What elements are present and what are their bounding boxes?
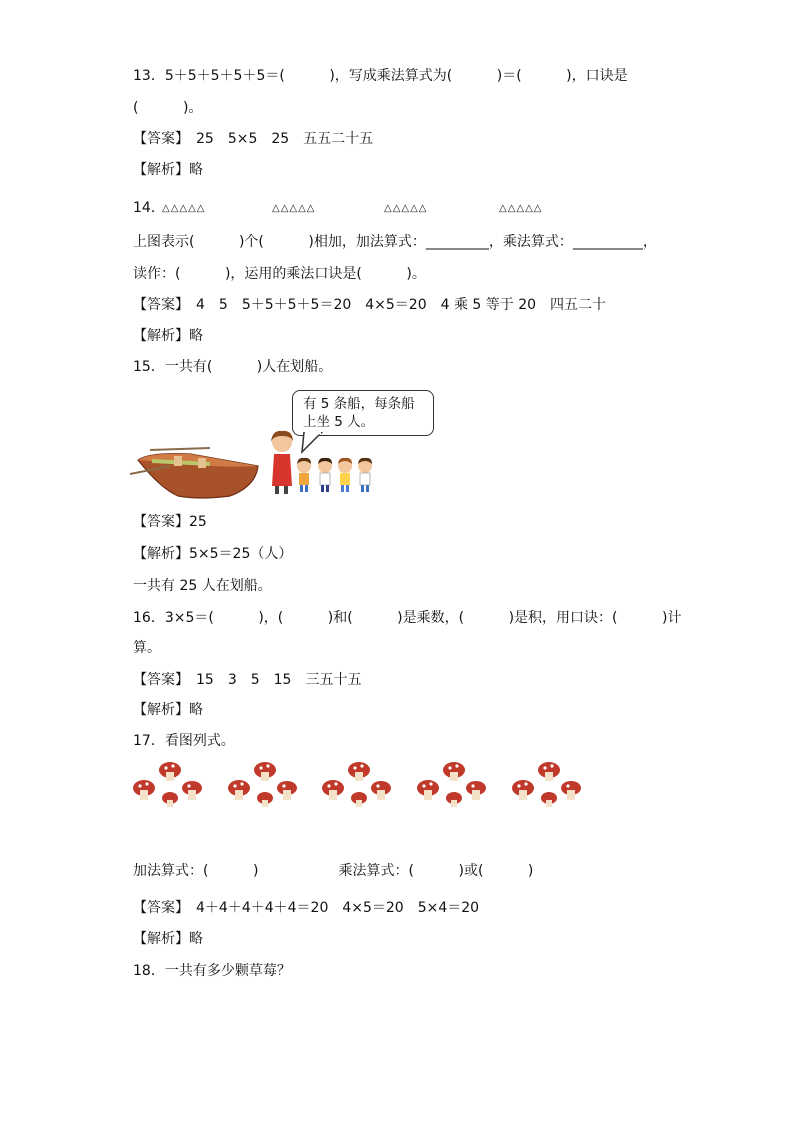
speech-bubble (292, 390, 434, 436)
rowboat-illustration (130, 438, 265, 503)
mushroom-icon (277, 781, 297, 800)
q16-answer: 【答案】 15 3 5 15 三五十五 (133, 672, 362, 688)
mushroom-icon (159, 762, 181, 781)
mushroom-icon (182, 781, 202, 800)
q15-explanation: 一共有 25 人在划船。 (133, 578, 272, 594)
q18-question: 18．一共有多少颗草莓？ (133, 963, 291, 979)
speech-bubble-tail (300, 432, 330, 454)
q17-analysis: 【解析】略 (133, 931, 203, 947)
triangle-group-4: △△△△△ (499, 203, 543, 214)
q14-label: 14． (133, 200, 165, 216)
mushroom-icon (162, 792, 178, 807)
mushroom-icon (228, 780, 250, 800)
mushroom-group-4 (416, 760, 488, 812)
mushroom-icon (322, 780, 344, 800)
mushroom-group-5 (511, 760, 583, 812)
q13-analysis: 【解析】略 (133, 162, 203, 178)
speech-bubble-line2: 上坐 5 人。 (303, 414, 375, 430)
mushroom-icon (538, 762, 560, 781)
q14-question-line3: 读作：( )，运用的乘法口诀是( )。 (133, 266, 426, 282)
q16-question-line2: 算。 (133, 640, 161, 656)
mushroom-icon (371, 781, 391, 800)
q15-answer: 【答案】25 (133, 514, 207, 530)
mushroom-group-1 (132, 760, 204, 812)
q13-answer: 【答案】 25 5×5 25 五五二十五 (133, 131, 374, 147)
q13-question-line1: 13．5＋5＋5＋5＋5＝( )，写成乘法算式为( )＝( )，口诀是 (133, 68, 628, 84)
q14-question-line2: 上图表示( )个( )相加，加法算式：_________，乘法算式：__________， (133, 234, 657, 250)
mushroom-icon (466, 781, 486, 800)
mushroom-icon (351, 792, 367, 807)
mushroom-icon (561, 781, 581, 800)
q14-answer: 【答案】 4 5 5＋5＋5＋5＝20 4×5＝20 4 乘 5 等于 20 四五二十 (133, 297, 607, 313)
triangle-group-2: △△△△△ (272, 203, 316, 214)
q15-analysis: 【解析】5×5＝25（人） (133, 546, 293, 562)
mushroom-icon (417, 780, 439, 800)
mushroom-icon (446, 792, 462, 807)
triangle-group-3: △△△△△ (384, 203, 428, 214)
mushroom-icon (348, 762, 370, 781)
speech-bubble-line1: 有 5 条船，每条船 (303, 396, 415, 412)
q16-question-line1: 16．3×5＝( )，( )和( )是乘数，( )是积，用口诀：( )计 (133, 610, 682, 626)
mushroom-icon (254, 762, 276, 781)
mushroom-icon (443, 762, 465, 781)
mushroom-icon (512, 780, 534, 800)
mushroom-group-3 (321, 760, 393, 812)
q16-analysis: 【解析】略 (133, 702, 203, 718)
triangle-group-1: △△△△△ (162, 203, 206, 214)
q17-answer: 【答案】 4＋4＋4＋4＋4＝20 4×5＝20 5×4＝20 (133, 900, 480, 916)
q17-question: 17．看图列式。 (133, 733, 235, 749)
q13-question-line2: ( )。 (133, 100, 203, 116)
q15-question: 15．一共有( )人在划船。 (133, 359, 333, 375)
q17-formula-line: 加法算式：( ) 乘法算式：( )或( ) (133, 863, 534, 879)
mushroom-group-2 (227, 760, 299, 812)
mushroom-icon (541, 792, 557, 807)
q14-analysis: 【解析】略 (133, 328, 203, 344)
mushroom-icon (257, 792, 273, 807)
mushroom-icon (133, 780, 155, 800)
